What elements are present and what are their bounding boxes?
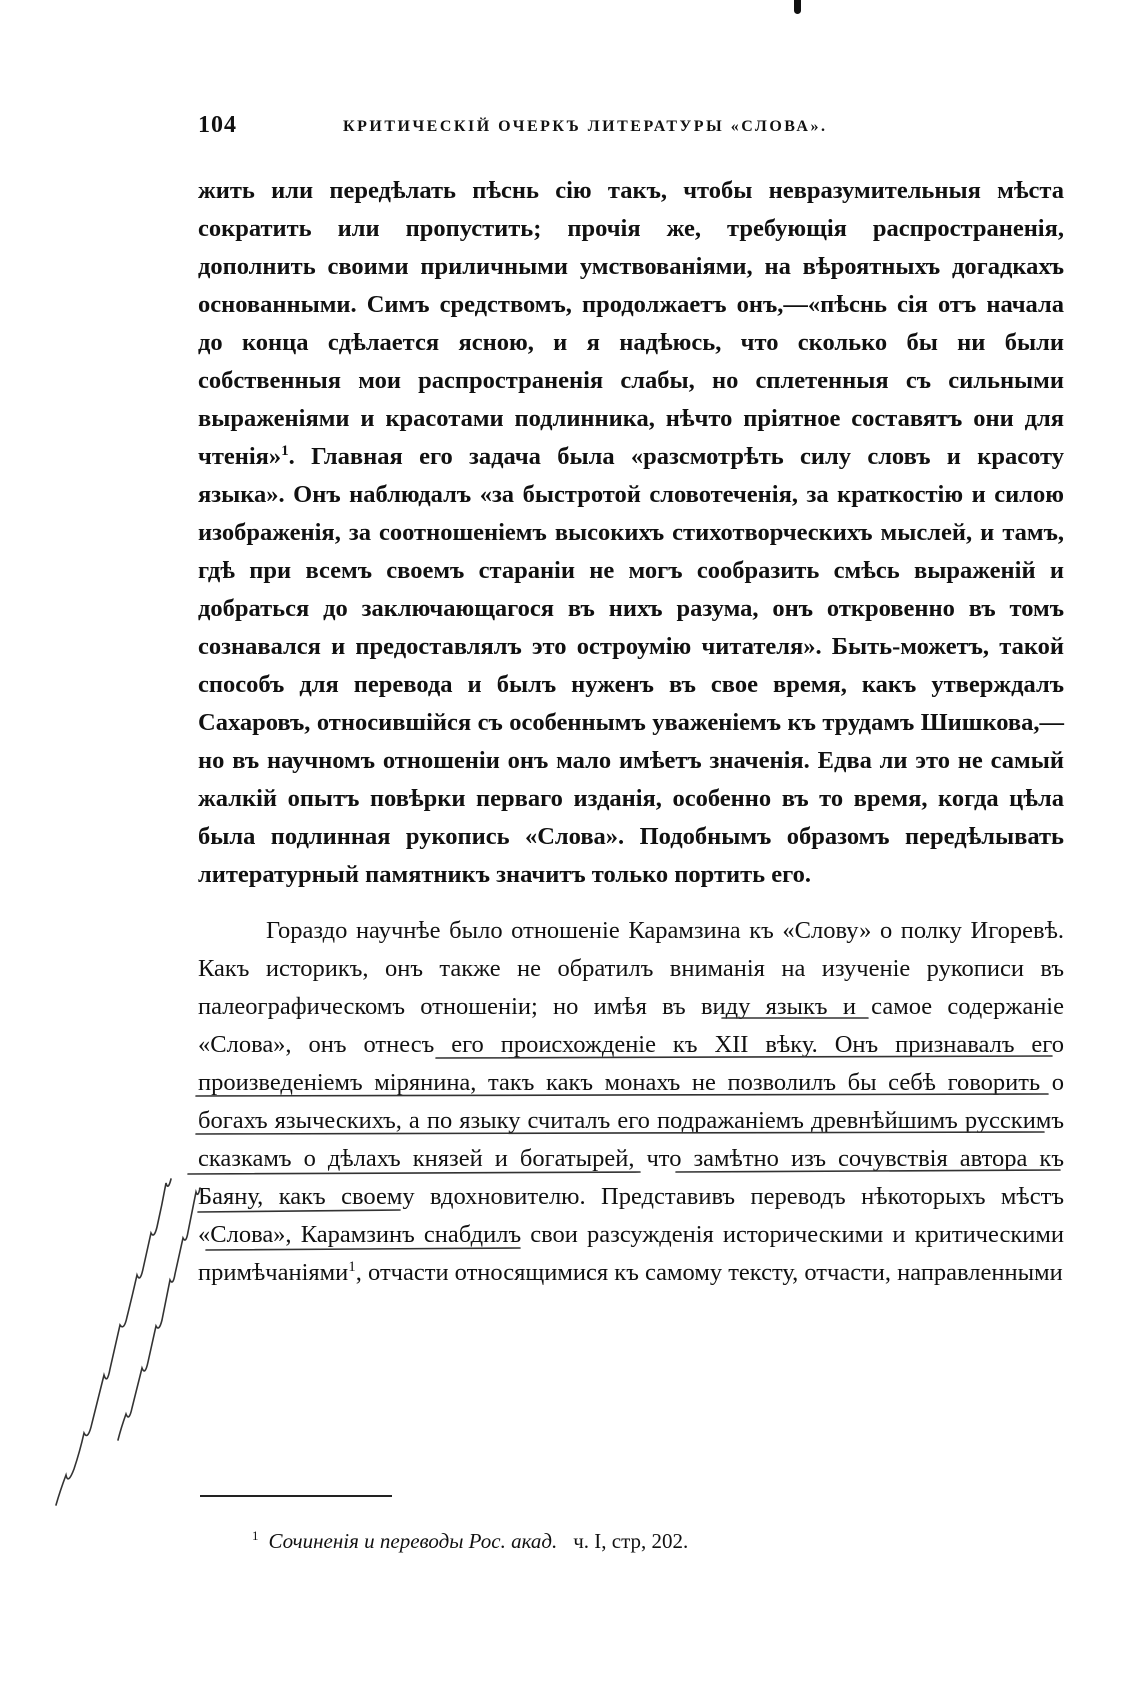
paragraph-1-text: жить или передѣлать пѣснь сію такъ, чтобы невразумительныя мѣста сократить или пропустить; прочія же, требующія распространенія, дополнить своими приличными умствованіями, на вѣроятныхъ догадкахъ основанными. Симъ средствомъ, продолжаетъ онъ,—«пѣснь сія отъ начала до конца сдѣлается ясною, и я надѣюсь, что сколько бы ни были собственныя мои распространенія слабы, но сплетенныя съ сильными выраженіями и красотами подлинника, нѣчто пріятное составятъ они для чтенія»	[198, 177, 1064, 470]
paragraph-2-text: Гораздо научнѣе было отношеніе Карамзина къ «Слову» о полку Игоревѣ. Какъ историкъ, онъ также не обратилъ вниманія на изученіе рукописи въ палеографическомъ отношеніи; но имѣя въ виду языкъ и самое содержаніе «Слова», онъ отнесъ его происхожденіе къ XII вѣку. Онъ признавалъ его произведеніемъ мірянина, такъ какъ монахъ не позволилъ бы себѣ говорить о богахъ языческихъ, а по языку считалъ его подражаніемъ древнѣйшимъ русскимъ сказкамъ о дѣлахъ князей и богатырей, что замѣтно изъ сочувствія автора къ Баяну, какъ своему вдохновителю. Представивъ переводъ нѣкоторыхъ мѣстъ «Слова», Карамзинъ снабдилъ свои разсужденія историческими и критическими примѣчаніями	[198, 917, 1064, 1286]
footnote-title: Сочиненія и переводы Рос. акад.	[268, 1529, 558, 1553]
paragraph-2-continuation: , отчасти относящимися къ самому тексту, отчасти, направленными	[355, 1259, 1063, 1286]
margin-note-line-left	[56, 1179, 171, 1505]
paragraph-2	[198, 912, 1064, 1292]
footnote-mark: 1	[252, 1528, 259, 1543]
ink-blot	[794, 0, 801, 14]
running-head	[198, 112, 938, 140]
footnote-rule	[200, 1495, 392, 1497]
margin-note-line-right	[118, 1188, 200, 1440]
paragraph-1	[198, 172, 1064, 894]
footnote-reference[interactable]: 1	[348, 1258, 356, 1275]
running-title: КРИТИЧЕСКІЙ ОЧЕРКЪ ЛИТЕРАТУРЫ «СЛОВА».	[343, 118, 828, 135]
paragraph-1-continuation: . Главная его задача была «разсмотрѣть силу словъ и красоту языка». Онъ наблюдалъ «за быстротой словотеченія, за краткостію и силою изображенія, за соотношеніемъ высокихъ стихотворческихъ мыслей, и тамъ, гдѣ при всемъ своемъ стараніи не могъ сообразить смѣсь выраженій и добраться до заключающагося въ нихъ разума, онъ откровенно въ томъ сознавался и предоставлялъ это остроумію читателя». Быть-можетъ, такой способъ для перевода и былъ нуженъ въ свое время, какъ утверждалъ Сахаровъ, относившійся съ особеннымъ уваженіемъ къ трудамъ Шишкова,—но въ научномъ отношеніи онъ мало имѣетъ значенія. Едва ли это не самый жалкій опытъ повѣрки перваго изданія, особенно въ то время, когда цѣла была подлинная рукопись «Слова». Подобнымъ образомъ передѣлывать литературный памятникъ значитъ только портить его.	[198, 443, 1064, 888]
page-number: 104	[198, 112, 237, 138]
footnote	[252, 1528, 688, 1554]
footnote-reference-text: ч. I, стр, 202.	[573, 1529, 689, 1553]
body-text	[198, 172, 1064, 1292]
footnote-reference[interactable]: 1	[281, 442, 289, 459]
